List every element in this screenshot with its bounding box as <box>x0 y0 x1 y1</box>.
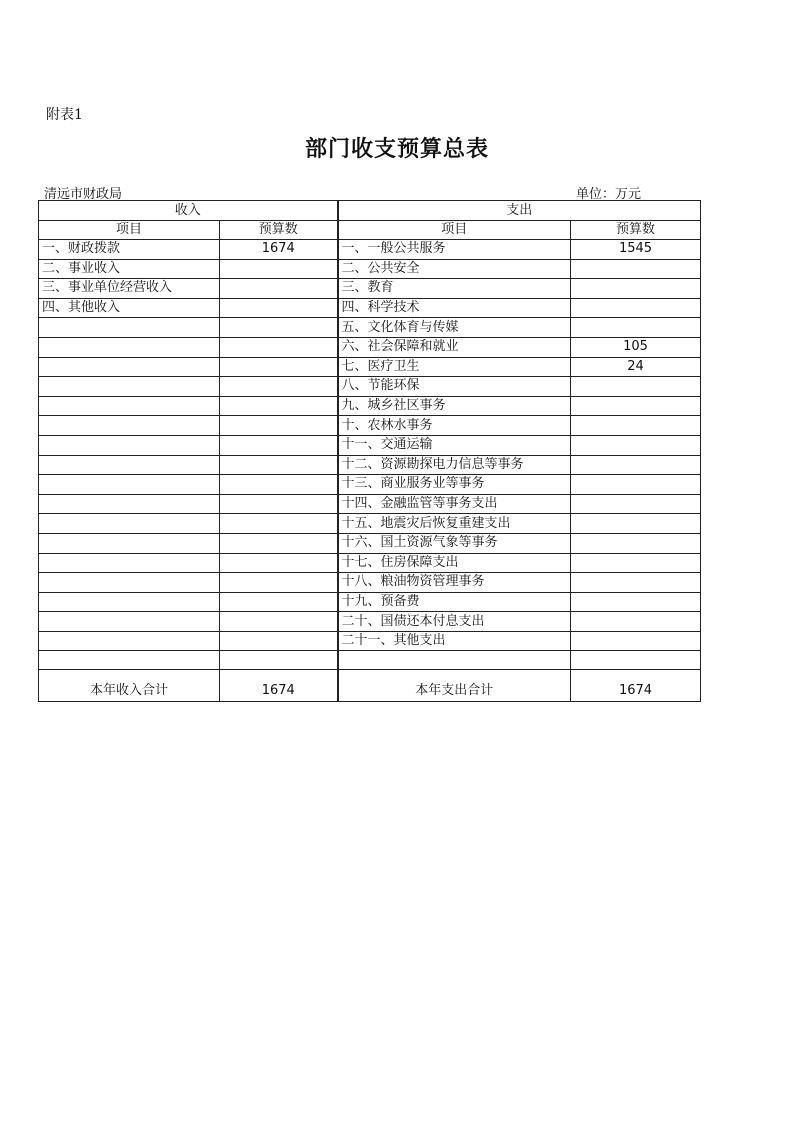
expense-header: 支出 <box>338 201 701 221</box>
expense-item-cell: 四、科学技术 <box>338 298 571 318</box>
expense-item-cell: 二十一、其他支出 <box>338 631 571 651</box>
expense-total-label: 本年支出合计 <box>338 670 571 702</box>
income-item-cell: 一、财政拨款 <box>39 240 220 260</box>
expense-item-cell: 六、社会保障和就业 <box>338 337 571 357</box>
income-header: 收入 <box>39 201 338 221</box>
expense-item-cell: 十七、住房保障支出 <box>338 553 571 573</box>
income-budget-cell <box>220 553 338 573</box>
income-item-cell <box>39 337 220 357</box>
income-item-cell <box>39 377 220 397</box>
expense-budget-column-header: 预算数 <box>571 221 701 240</box>
income-budget-cell <box>220 592 338 612</box>
expense-budget-cell <box>571 259 701 279</box>
income-item-cell <box>39 318 220 338</box>
expense-item-cell: 十四、金融监管等事务支出 <box>338 494 571 514</box>
income-item-cell <box>39 631 220 651</box>
table-row <box>39 318 701 338</box>
income-item-cell <box>39 357 220 377</box>
table-column-header-row <box>39 221 701 240</box>
expense-item-cell: 二、公共安全 <box>338 259 571 279</box>
income-budget-cell <box>220 612 338 632</box>
expense-item-cell: 十九、预备费 <box>338 592 571 612</box>
expense-total-value: 1674 <box>571 670 701 702</box>
income-item-cell <box>39 396 220 416</box>
expense-budget-cell <box>571 475 701 495</box>
expense-item-cell: 八、节能环保 <box>338 377 571 397</box>
income-item-cell <box>39 612 220 632</box>
expense-item-cell: 十二、资源勘探电力信息等事务 <box>338 455 571 475</box>
expense-budget-cell <box>571 553 701 573</box>
income-item-cell <box>39 573 220 593</box>
table-row <box>39 494 701 514</box>
organization-name: 清远市财政局 <box>44 187 123 202</box>
income-budget-cell <box>220 357 338 377</box>
expense-item-cell: 十八、粮油物资管理事务 <box>338 573 571 593</box>
table-row <box>39 592 701 612</box>
table-row <box>39 573 701 593</box>
income-item-column-header: 项目 <box>39 221 220 240</box>
table-row <box>39 377 701 397</box>
table-row <box>39 416 701 436</box>
table-row <box>39 279 701 299</box>
income-budget-cell <box>220 318 338 338</box>
table-row <box>39 337 701 357</box>
expense-budget-cell <box>571 514 701 534</box>
expense-budget-cell: 24 <box>571 357 701 377</box>
income-budget-cell <box>220 396 338 416</box>
income-item-cell: 二、事业收入 <box>39 259 220 279</box>
income-budget-cell <box>220 455 338 475</box>
income-budget-cell <box>220 416 338 436</box>
expense-item-cell: 十五、地震灾后恢复重建支出 <box>338 514 571 534</box>
expense-budget-cell <box>571 631 701 651</box>
table-row <box>39 240 701 260</box>
income-budget-cell <box>220 435 338 455</box>
expense-budget-cell <box>571 494 701 514</box>
expense-budget-cell <box>571 573 701 593</box>
total-row <box>39 670 701 702</box>
expense-budget-cell: 105 <box>571 337 701 357</box>
table-row <box>39 357 701 377</box>
unit-label: 单位：万元 <box>576 187 642 202</box>
table-row <box>39 396 701 416</box>
income-item-cell <box>39 455 220 475</box>
table-spacer-row <box>39 651 701 670</box>
expense-budget-cell <box>571 396 701 416</box>
table-row <box>39 475 701 495</box>
income-budget-cell <box>220 298 338 318</box>
table-row <box>39 553 701 573</box>
income-total-value: 1674 <box>220 670 338 702</box>
table-row <box>39 455 701 475</box>
expense-item-cell: 十三、商业服务业等事务 <box>338 475 571 495</box>
income-budget-cell <box>220 494 338 514</box>
expense-item-cell: 二十、国债还本付息支出 <box>338 612 571 632</box>
expense-budget-cell <box>571 377 701 397</box>
expense-item-cell: 五、文化体育与传媒 <box>338 318 571 338</box>
empty-cell <box>220 651 338 670</box>
income-budget-cell <box>220 573 338 593</box>
budget-table <box>38 200 701 702</box>
income-budget-cell <box>220 475 338 495</box>
income-budget-cell <box>220 377 338 397</box>
expense-budget-cell <box>571 318 701 338</box>
income-total-label: 本年收入合计 <box>39 670 220 702</box>
empty-cell <box>571 651 701 670</box>
income-budget-cell <box>220 631 338 651</box>
expense-budget-cell <box>571 592 701 612</box>
table-row <box>39 612 701 632</box>
expense-item-cell: 一、一般公共服务 <box>338 240 571 260</box>
appendix-label: 附表1 <box>46 107 83 123</box>
table-section-header-row <box>39 201 701 221</box>
expense-budget-cell <box>571 435 701 455</box>
income-item-cell <box>39 416 220 436</box>
table-row <box>39 259 701 279</box>
income-item-cell <box>39 494 220 514</box>
table-row <box>39 298 701 318</box>
income-item-cell <box>39 475 220 495</box>
table-row <box>39 514 701 534</box>
income-budget-cell <box>220 259 338 279</box>
empty-cell <box>39 651 220 670</box>
income-item-cell: 四、其他收入 <box>39 298 220 318</box>
income-item-cell <box>39 514 220 534</box>
expense-budget-cell <box>571 533 701 553</box>
expense-item-cell: 九、城乡社区事务 <box>338 396 571 416</box>
income-budget-column-header: 预算数 <box>220 221 338 240</box>
income-item-cell <box>39 435 220 455</box>
expense-item-column-header: 项目 <box>338 221 571 240</box>
income-budget-cell: 1674 <box>220 240 338 260</box>
expense-item-cell: 十一、交通运输 <box>338 435 571 455</box>
empty-cell <box>338 651 571 670</box>
expense-item-cell: 十、农林水事务 <box>338 416 571 436</box>
expense-item-cell: 十六、国土资源气象等事务 <box>338 533 571 553</box>
expense-budget-cell <box>571 416 701 436</box>
expense-item-cell: 三、教育 <box>338 279 571 299</box>
table-row <box>39 435 701 455</box>
expense-budget-cell <box>571 298 701 318</box>
income-item-cell <box>39 553 220 573</box>
table-row <box>39 631 701 651</box>
income-budget-cell <box>220 514 338 534</box>
table-row <box>39 533 701 553</box>
income-budget-cell <box>220 279 338 299</box>
income-item-cell <box>39 592 220 612</box>
income-budget-cell <box>220 337 338 357</box>
income-item-cell: 三、事业单位经营收入 <box>39 279 220 299</box>
expense-item-cell: 七、医疗卫生 <box>338 357 571 377</box>
expense-budget-cell: 1545 <box>571 240 701 260</box>
income-item-cell <box>39 533 220 553</box>
page-title: 部门收支预算总表 <box>304 137 489 162</box>
expense-budget-cell <box>571 612 701 632</box>
expense-budget-cell <box>571 455 701 475</box>
income-budget-cell <box>220 533 338 553</box>
expense-budget-cell <box>571 279 701 299</box>
